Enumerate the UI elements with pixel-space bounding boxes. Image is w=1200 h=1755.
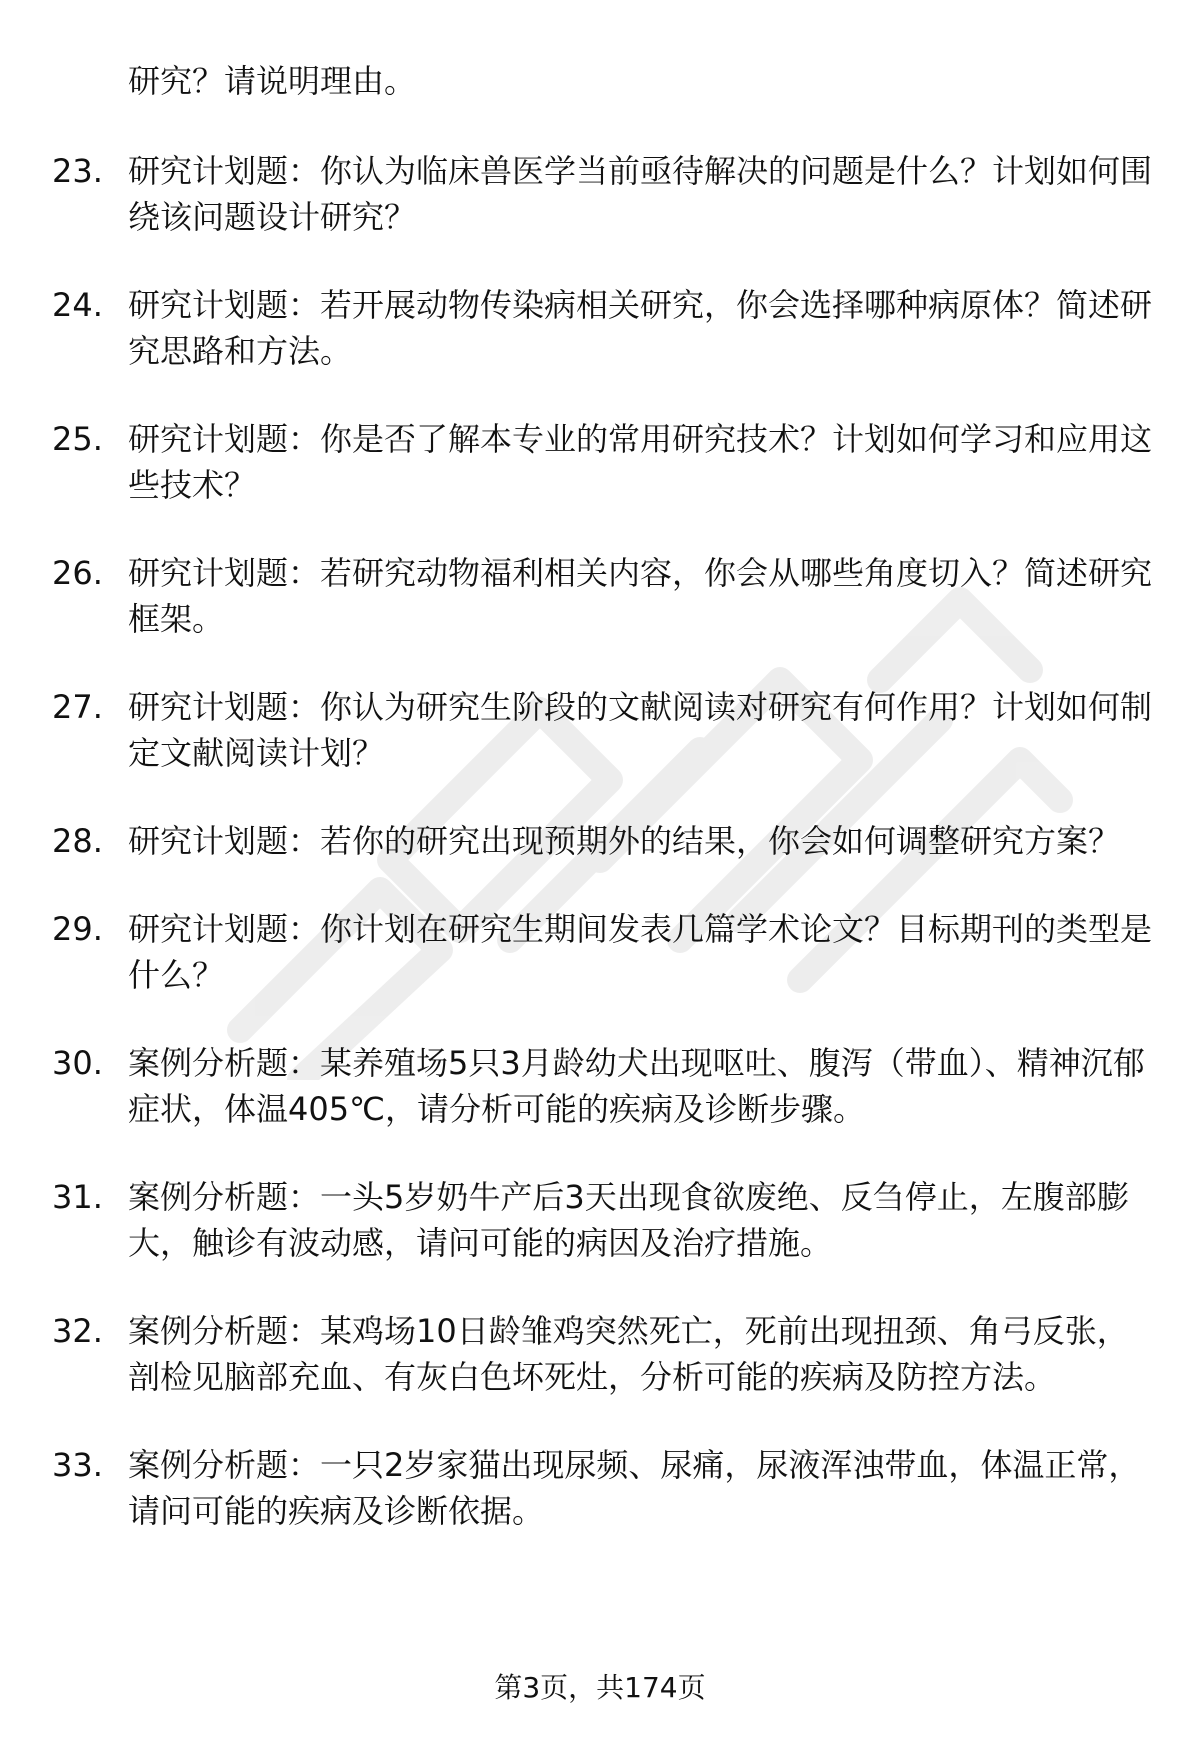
question-number: 28. (52, 822, 103, 860)
question-text: 研究计划题：若开展动物传染病相关研究，你会选择哪种病原体？简述研究思路和方法。 (128, 286, 1153, 370)
question-item (0, 818, 1200, 864)
question-item (0, 1040, 1200, 1132)
question-text: 研究计划题：若你的研究出现预期外的结果，你会如何调整研究方案？ (128, 822, 1121, 860)
question-number: 26. (52, 554, 103, 592)
question-number: 32. (52, 1312, 103, 1350)
question-item (0, 1442, 1200, 1534)
question-text: 案例分析题：一只2岁家猫出现尿频、尿痛，尿液浑浊带血，体温正常，请问可能的疾病及诊断依据。 (128, 1446, 1141, 1530)
question-text: 研究计划题：若研究动物福利相关内容，你会从哪些角度切入？简述研究框架。 (128, 554, 1153, 638)
continuation-text: 研究？请说明理由。 (128, 62, 417, 100)
question-text: 研究计划题：你计划在研究生期间发表几篇学术论文？目标期刊的类型是什么？ (128, 910, 1153, 994)
question-item (0, 1308, 1200, 1400)
question-number: 31. (52, 1178, 103, 1216)
question-item (0, 416, 1200, 508)
question-number: 23. (52, 152, 103, 190)
question-item (0, 1174, 1200, 1266)
question-number: 30. (52, 1044, 103, 1082)
question-item (0, 148, 1200, 240)
question-number: 29. (52, 910, 103, 948)
page-number-footer: 第3页，共174页 (494, 1671, 706, 1704)
question-item (0, 906, 1200, 998)
question-item (0, 282, 1200, 374)
question-text: 案例分析题：某鸡场10日龄雏鸡突然死亡，死前出现扭颈、角弓反张，剖检见脑部充血、有灰白色坏死灶，分析可能的疾病及防控方法。 (128, 1312, 1129, 1396)
question-item (0, 550, 1200, 642)
question-text: 案例分析题：某养殖场5只3月龄幼犬出现呕吐、腹泻（带血）、精神沉郁症状，体温405℃，请分析可能的疾病及诊断步骤。 (128, 1044, 1145, 1128)
question-number: 24. (52, 286, 103, 324)
question-text: 研究计划题：你是否了解本专业的常用研究技术？计划如何学习和应用这些技术？ (128, 420, 1153, 504)
question-item (0, 684, 1200, 776)
question-text: 案例分析题：一头5岁奶牛产后3天出现食欲废绝、反刍停止，左腹部膨大，触诊有波动感，请问可能的病因及治疗措施。 (128, 1178, 1129, 1262)
question-number: 33. (52, 1446, 103, 1484)
question-text: 研究计划题：你认为临床兽医学当前亟待解决的问题是什么？计划如何围绕该问题设计研究？ (128, 152, 1153, 236)
question-number: 25. (52, 420, 103, 458)
question-list (0, 148, 1200, 1576)
question-number: 27. (52, 688, 103, 726)
question-text: 研究计划题：你认为研究生阶段的文献阅读对研究有何作用？计划如何制定文献阅读计划？ (128, 688, 1153, 772)
